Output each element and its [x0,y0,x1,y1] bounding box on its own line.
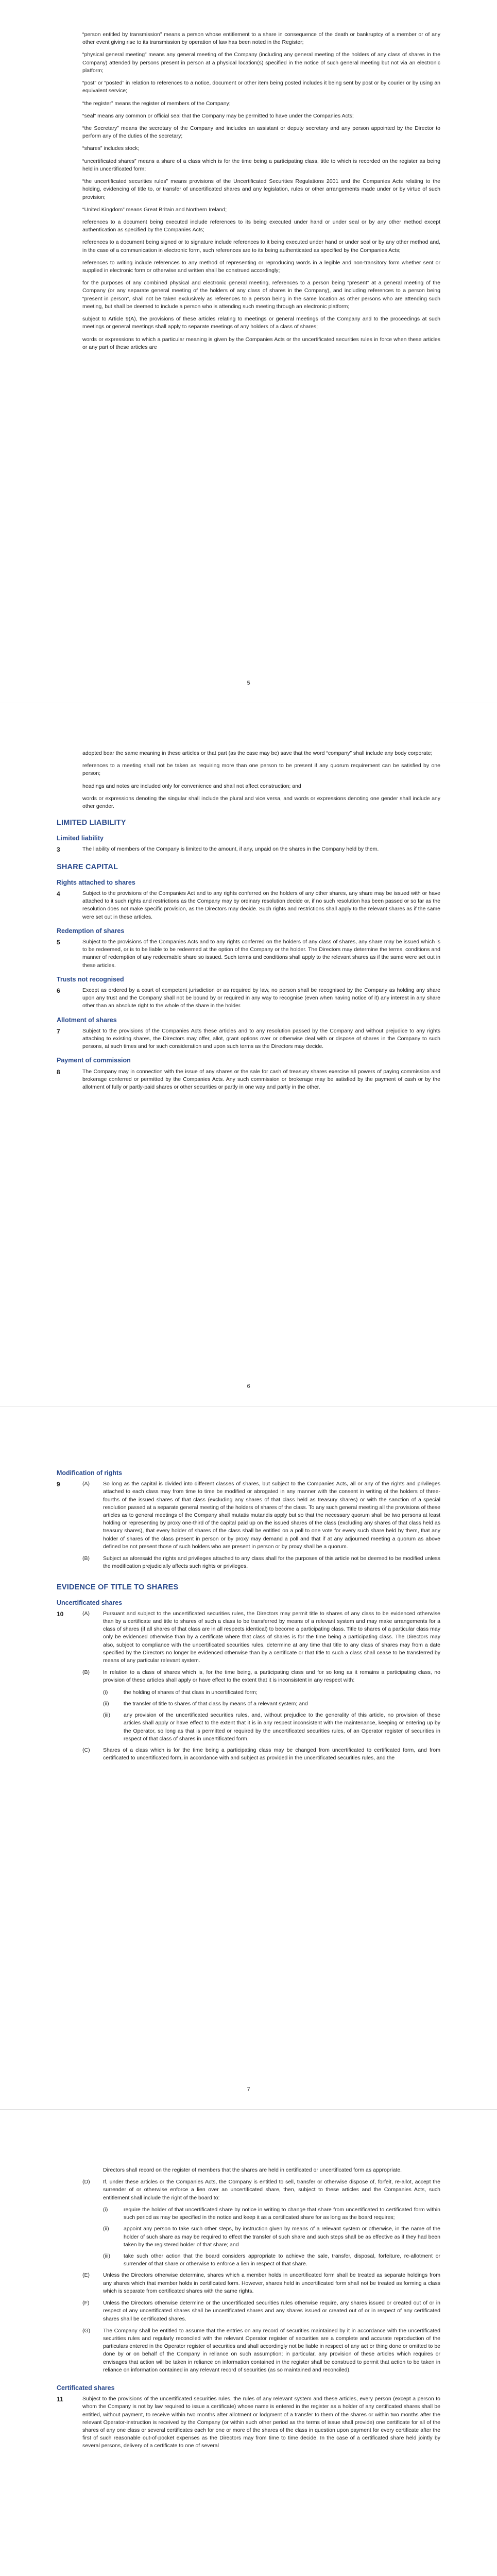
clause-label: (F) [82,2300,90,2307]
definition-paragraph: “uncertificated shares” means a share of a class which is for the time being a participating class, title to which is recorded on the register as being held in uncertificated form; [82,158,440,172]
article-text: Subject to the provisions of the Companies Acts these articles and to any resolution passed by the Company and without prejudice to any rights attaching to existing shares, the Directors may offer, allot, grant options over or otherwise deal with or dispose of shares in the Company to such persons, at such times and for such consideration and upon such terms as the Directors may decide. [82,1027,440,1050]
article-5 [57,938,440,970]
clause-text: Unless the Directors otherwise determine, shares which a member holds in uncertificated form shall be treated as separate holdings from any shares which that member holds in certificated form. However, shares held in uncertificated form shall not be treated as forming a class which is separate from certificated shares with the same rights. [103,2272,440,2294]
definition-paragraph: references to writing include references to any method of representing or reproducing words in a legible and non-transitory form whether sent or supplied in electronic form or otherwise and written shall be construed accordingly; [82,259,440,274]
definition-paragraph: references to a meeting shall not be taken as requiring more than one person to be present if any quorum requirement can be satisfied by one person; [82,762,440,777]
page-8 [0,2110,497,2576]
subheading-allotment: Allotment of shares [57,1016,117,1024]
article-3 [57,845,440,854]
sub-clause-text: the holding of shares of that class in uncertificated form; [124,1689,258,1696]
section-heading-evidence: EVIDENCE OF TITLE TO SHARES [57,1583,179,1591]
article-number: 3 [57,846,60,854]
definition-paragraph: adopted bear the same meaning in these articles or that part (as the case may be) save that the word “company” shall include any body corporate; [82,750,433,756]
definition-paragraph: references to a document being executed include references to its being executed under hand or under seal or by any other method except authentication as specified by the Companies Acts; [82,218,440,233]
article-text: Subject to the provisions of the Companies Acts and to any rights conferred on the holders of any class of shares, any share may be issued which is to be redeemed, or is to be liable to be redeemed at the option of the Company or the holder. The Directors may determine the terms, conditions and manner of redemption of any redeemable share so issued. Such terms and conditions shall apply to the relevant shares as if the same were set out in these articles. [82,938,440,969]
clause-f [82,2299,440,2323]
clause-text: Pursuant and subject to the uncertificated securities rules, the Directors may permit title to shares of any class to be evidenced otherwise than by a certificate and title to shares of such a class to be transferred by means of a relevant system and may make arrangements for a class of shares (if all shares of that class are in all respects identical) to become a participating class. Title to shares of a particular class may only be evidenced otherwise than by a certificate where that class of shares is for the time being a participating class. The Directors may also, subject to compliance with the uncertificated securities rules, determine at any time that title to any class of shares may from a date specified by the Directors no longer be evidenced otherwise than by a certificate or that title to such a class shall cease to be transferred by means of any particular relevant system. [103,1610,440,1664]
section-heading-share-capital: SHARE CAPITAL [57,862,118,871]
article-body [82,2178,440,2378]
article-4 [57,890,440,921]
definition-paragraph: “the register” means the register of members of the Company; [82,100,231,107]
definition-paragraph: “post” or “posted” in relation to references to a notice, document or other item being posted includes it being sent by post or by courier or by using an equivalent service; [82,80,440,94]
definitions-list [57,31,440,351]
sub-clause-label: (i) [103,1689,108,1696]
subheading-limited-liability: Limited liability [57,835,104,842]
definition-paragraph: “physical general meeting” means any general meeting of the Company (including any general meeting of the holders of any class of shares in the Company) attended by persons present in person at a physical location(s) specified in the notice of such general meeting but not via an electronic platform; [82,52,440,74]
definition-paragraph: “the uncertificated securities rules” means provisions of the Uncertificated Securities Regulations 2001 and the Companies Acts relating to the holding, evidencing of title to, or transfer of uncertificated shares and any legislation, rules or other arrangements made under or by virtue of such provision; [82,178,440,200]
article-text: The Company may in connection with the issue of any shares or the sale for cash of treasury shares exercise all powers of paying commission and brokerage conferred or permitted by the Companies Acts. Any such commission or brokerage may be satisfied by the payment of cash or by the allotment of fully or partly-paid shares or other securities or partly in one way and partly in the other. [82,1068,440,1090]
sub-clause-ii [103,2225,440,2249]
page-7 [0,1406,497,2110]
article-number: 9 [57,1481,60,1488]
sub-clause-text: require the holder of that uncertificated share by notice in writing to change that share from uncertificated to certificated form within such period as may be specified in the notice and keep it as a certificated share for as long as the board requires; [124,2206,440,2221]
article-body [82,1480,440,1574]
clause-text: Shares of a class which is for the time being a participating class may be changed from uncertificated to certificated form, and from certificated to uncertificated form, in accordance with and subject as provided in the uncertificated securities rules, and the [103,1747,440,1761]
article-number: 6 [57,987,60,994]
page-number: 5 [247,680,250,687]
sub-clause-label: (ii) [103,1700,109,1707]
subheading-modification: Modification of rights [57,1469,123,1477]
article-number: 5 [57,938,60,946]
article-6 [57,987,440,1010]
sub-clause-iii [103,2252,440,2268]
definition-paragraph: subject to Article 9(A), the provisions of these articles relating to meetings or general meetings of the Company and to the proceedings at such meetings or general meetings shall apply to separate meetings of any holders of a class of shares; [82,316,440,330]
clause-c [82,1747,440,1762]
sub-clause-ii [103,1700,440,1708]
article-11 [57,2395,440,2450]
definition-paragraph: “shares” includes stock; [82,145,140,152]
page-number: 7 [247,2087,250,2093]
page-number: 6 [247,1383,250,1390]
sub-clause-label: (i) [103,2206,108,2213]
subheading-uncertificated: Uncertificated shares [57,1599,123,1606]
article-10-continued [57,2178,440,2378]
definition-paragraph: words or expressions denoting the singular shall include the plural and vice versa, and words or expressions denoting one gender shall include any other gender. [82,795,440,810]
clause-label: (C) [82,1747,90,1753]
clause-label: (A) [82,1610,90,1617]
clause-text: So long as the capital is divided into different classes of shares, but subject to the Companies Acts, all or any of the rights and privileges attached to each class may from time to time be modified or abrogated in any manner with the consent in writing of the holders of three-fourths of the issued shares of that class (excluding any shares of that class held as treasury shares) or with the sanction of a special resolution passed at a separate general meeting of the holders of shares of the class. To any such general meeting all the provisions of these articles as to general meetings of the Company shall mutatis mutandis apply but so that the necessary quorum shall be two persons at least holding or representing by proxy one-third of the capital paid up on the issued shares of the class (excluding any shares of that class held as treasury shares), that every holder of shares of the class shall be entitled on a poll to one vote for every such share held by them, that any holder of shares of the class present in person or by proxy may demand a poll and that if at any adjourned meeting a quorum as above defined be not present those of such holders who are present in person or by proxy shall be a quorum. [103,1481,440,1550]
clause-b [82,1555,440,1570]
clause-g [82,2327,440,2374]
clause-b [82,1669,440,1684]
page-6 [0,703,497,1406]
clause-label: (B) [82,1555,90,1562]
clause-label: (G) [82,2327,91,2334]
article-number-spacer [57,2178,82,2378]
article-8 [57,1068,440,1092]
article-number: 8 [57,1068,60,1076]
clause-label: (D) [82,2179,90,2185]
definition-paragraph: “person entitled by transmission” means a person whose entitlement to a share in consequence of the death or bankruptcy of a member or of any other event giving rise to its transmission by operation of law has been noted in the Register; [82,31,440,46]
clause-label: (E) [82,2272,90,2279]
article-number: 4 [57,890,60,897]
clause-label: (B) [82,1669,90,1676]
sub-clause-text: the transfer of title to shares of that class by means of a relevant system; and [124,1700,308,1707]
article-7 [57,1027,440,1051]
page-5 [0,0,497,703]
clause-label: (A) [82,1481,90,1487]
clause-text: In relation to a class of shares which is, for the time being, a participating class and for so long as it remains a participating class, no provision of these articles shall apply or have effect to the extent that it is inconsistent in any respect with: [103,1669,440,1684]
article-text: The liability of members of the Company is limited to the amount, if any, unpaid on the shares in the Company held by them. [82,846,379,853]
sub-clause-iii [103,1711,440,1743]
article-body [82,1610,440,1767]
article-text: Except as ordered by a court of competent jurisdiction or as required by law, no person shall be recognised by the Company as holding any share upon any trust and the Company shall not be bound by or required in any way to recognise (even when having notice of it) any interest in any share other than an absolute right to the whole of the share in the holder. [82,987,440,1009]
sub-clause-i [103,2206,440,2222]
sub-clause-label: (ii) [103,2226,109,2232]
clause-a [82,1480,440,1551]
definition-paragraph: for the purposes of any combined physical and electronic general meeting, references to a person being “present” at a general meeting of the Company (or any separate general meeting of the holders of any class of shares in the Company), and including references to a person being “present in person”, shall not be taken exclusively as references to a person being in the same location as other persons who are attending such meeting, but shall be deemed to include a person who is attending such meeting through an electronic platform; [82,280,440,310]
article-10 [57,1610,440,1767]
clause-text: Unless the Directors otherwise determine or the uncertificated securities rules otherwise require, any shares issued or created out of or in respect of any uncertificated shares shall be uncertificated shares and any shares issued or created out of or in respect of any certificated shares shall be certificated shares. [103,2300,440,2322]
definition-paragraph: words or expressions to which a particular meaning is given by the Companies Acts or the uncertificated securities rules in force when these articles or any part of these articles are [82,336,440,350]
sub-clause-text: any provision of the uncertificated securities rules, and, without prejudice to the generality of this article, no provision of these articles shall apply or have effect to the extent that it is in any respect inconsistent with the maintenance, keeping or entering up by the Operator, so long as that is permitted or required by the uncertificated securities rules, of an Operator register of securities in respect of that class of shares in uncertificated form. [124,1712,440,1742]
article-number: 7 [57,1027,60,1035]
sub-clause-i [103,1689,440,1697]
continued-paragraph: Directors shall record on the register of members that the shares are held in certificated or uncertificated form as appropriate. [103,2167,402,2173]
clause-e [82,2272,440,2295]
sub-clause-label: (iii) [103,1712,110,1719]
definition-paragraph: references to a document being signed or to signature include references to it being executed under hand or under seal or by any other method and, in the case of a communication in electronic form, such references are to its being authenticated as specified by the Companies Acts; [82,239,440,253]
clause-text: Subject as aforesaid the rights and privileges attached to any class shall for the purposes of this article not be deemed to be modified unless the modification prejudicially affects such rights or privileges. [103,1555,440,1570]
section-heading-limited-liability: LIMITED LIABILITY [57,819,126,827]
subheading-trusts: Trusts not recognised [57,975,124,983]
article-9 [57,1480,440,1574]
article-number: 11 [57,2396,63,2403]
sub-clause-text: take such other action that the board considers appropriate to achieve the sale, transfer, disposal, forfeiture, re-allotment or surrender of that share or otherwise to enforce a lien in respect of that share. [124,2252,440,2267]
clause-a [82,1610,440,1665]
definition-paragraph: “seal” means any common or official seal that the Company may be permitted to have under the Companies Acts; [82,112,354,119]
article-number: 10 [57,1610,64,1618]
subheading-redemption: Redemption of shares [57,927,125,935]
definition-paragraph: headings and notes are included only for convenience and shall not affect construction; and [82,783,301,789]
article-text: Subject to the provisions of the Companies Act and to any rights conferred on the holders of any other shares, any share may be issued with or have attached to it such rights and restrictions as the Company may by ordinary resolution decide or, if no such resolution has been passed or so far as the resolution does not make specific provision, as the Directors may decide. Such rights and restrictions shall apply to the relevant shares as if the same were set out in these articles. [82,890,440,920]
subheading-certificated: Certificated shares [57,2384,115,2392]
clause-text: If, under these articles or the Companies Acts, the Company is entitled to sell, transfer or otherwise dispose of, forfeit, re-allot, accept the surrender of or otherwise enforce a lien over an uncertificated share, then, subject to these articles and the Companies Acts, such entitlement shall include the right of the board to: [103,2179,440,2201]
article-text: Subject to the provisions of the uncertificated securities rules, the rules of any relevant system and these articles, every person (except a person to whom the Company is not by law required to issue a certificate) whose name is entered in the register as a holder of any certificated shares shall be entitled, without payment, to receive within two months after allotment or lodgment of a transfer to them of the shares or within two months after the relevant Operator-instruction is received by the Company (or within such other period as the terms of issue shall provide) one certificate for all of the shares of any one class or several certificates each for one or more of the shares of the class in question upon payment for every certificate after the first of such reasonable out-of-pocket expenses as the Directors may from time to time decide. In the case of a certificated share held jointly by several persons, delivery of a certificate to one of several [82,2396,440,2449]
definition-paragraph: “United Kingdom” means Great Britain and Northern Ireland; [82,206,227,213]
definition-paragraph: “the Secretary” means the secretary of the Company and includes an assistant or deputy secretary and any person appointed by the Director to perform any of the duties of the secretary; [82,125,440,140]
clause-text: The Company shall be entitled to assume that the entries on any record of securities maintained by it in accordance with the uncertificated securities rules and regularly reconciled with the relevant Operator register of securities are a complete and accurate reproduction of the particulars entered in the Operator register of securities and shall accordingly not be liable in respect of any act or thing done or omitted to be done by or on behalf of the Company in reliance on such assumption; in particular, any provision of these articles which requires or envisages that action will be taken in reliance on information contained in the register shall be construed to permit that action to be taken in reliance on information contained in any relevant record of securities (as so maintained and reconciled). [103,2327,440,2373]
subheading-commission: Payment of commission [57,1057,131,1064]
subheading-rights-attached: Rights attached to shares [57,878,135,886]
clause-d [82,2178,440,2202]
sub-clause-label: (iii) [103,2252,110,2259]
sub-clause-text: appoint any person to take such other steps, by instruction given by means of a relevant system or otherwise, in the name of the holder of such share as may be required to effect the transfer of such share and such steps shall be as effective as if they had been taken by the registered holder of that share; and [124,2226,440,2248]
